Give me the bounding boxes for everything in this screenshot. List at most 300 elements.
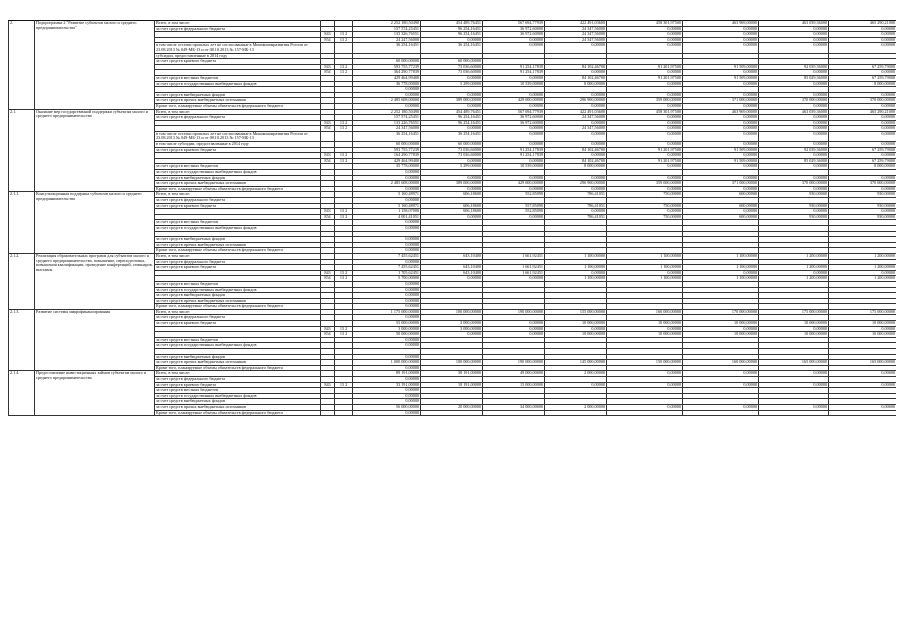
amount-cell: 100 000,00000 (421, 309, 483, 315)
amount-cell: 0,00000 (759, 92, 829, 98)
amount-cell: 643,10400 (421, 253, 483, 259)
amount-cell: 33 191,00000 (353, 382, 421, 388)
amount-cell: 0,00000 (607, 43, 683, 53)
amount-cell: 0,00000 (483, 214, 545, 220)
amount-cell: 0,00000 (607, 70, 683, 76)
funding-source: за счет средств государственных внебюджетных фондов (155, 225, 321, 231)
amount-cell: 0,00000 (683, 103, 759, 109)
funding-source: в том числе остатки прошлых лет не согласованные в Минэкономразвития России от 23.08.2013 № 049-МБ-13 и от 08.10.2013 № 157-МБ-13 (155, 43, 321, 53)
amount-cell: 465 290,21000 (829, 21, 897, 27)
section-number: 2.1.4. (9, 371, 35, 416)
amount-cell: 10 000,00000 (683, 321, 759, 327)
amount-cell: 0,00000 (353, 170, 421, 176)
amount-cell: 0,00000 (683, 164, 759, 170)
amount-cell: 10 000,00000 (545, 321, 607, 327)
amount-cell: 930,00000 (759, 192, 829, 198)
amount-cell: 371 000,00000 (683, 98, 759, 104)
budget-code-c2: 13 2 (335, 32, 353, 38)
funding-source: за счет средств местных бюджетов (155, 337, 321, 343)
amount-cell: 0,00000 (759, 32, 829, 38)
amount-cell: 0,00000 (683, 142, 759, 148)
funding-source: за счет средств федерального бюджета (155, 315, 321, 321)
amount-cell: 0,00000 (683, 153, 759, 159)
amount-cell: 165 000,00000 (759, 360, 829, 366)
amount-cell: 0,00000 (545, 103, 607, 109)
amount-cell: 157 574,25451 (353, 115, 421, 121)
amount-cell: 0,00000 (683, 37, 759, 43)
amount-cell: 930,00000 (759, 214, 829, 220)
amount-cell: 643,10400 (421, 270, 483, 276)
amount-cell: 0,00000 (353, 365, 421, 371)
amount-cell: 0,00000 (759, 43, 829, 53)
amount-cell: 0,00000 (683, 270, 759, 276)
amount-cell: 160 000,00000 (683, 360, 759, 366)
budget-code-c2 (335, 131, 353, 141)
amount-cell (683, 410, 759, 416)
amount-cell: 463 039,36000 (759, 109, 829, 115)
amount-cell: 359 000,00000 (607, 98, 683, 104)
section-title: Предоставление инвестиционных займов субъектам малого и среднего предпринимательства (35, 371, 155, 416)
amount-cell: 96 254,16451 (421, 115, 483, 121)
amount-cell: 91 254,17839 (483, 70, 545, 76)
amount-cell: 0,00000 (683, 26, 759, 32)
budget-code-c2 (335, 410, 353, 416)
amount-cell: 0,00000 (683, 81, 759, 87)
amount-cell: 296 900,00000 (545, 98, 607, 104)
amount-cell: 567 694,77939 (483, 21, 545, 27)
funding-source: за счет средств внебюджетных фондов (155, 175, 321, 181)
amount-cell: 5 299,00000 (421, 81, 483, 87)
budget-code-c2: 13 2 (335, 276, 353, 282)
amount-cell: 67 259,79000 (829, 75, 897, 81)
amount-cell: 0,00000 (759, 371, 829, 377)
amount-cell: 157 574,25451 (353, 26, 421, 32)
amount-cell: 0,00000 (545, 270, 607, 276)
funding-source: за счет средств внебюджетных фондов (155, 399, 321, 405)
amount-cell: 164 290,77839 (353, 153, 421, 159)
amount-cell: 0,00000 (683, 382, 759, 388)
amount-cell: 0,00000 (759, 164, 829, 170)
amount-cell: 190 000,00000 (483, 360, 545, 366)
amount-cell: 0,00000 (353, 248, 421, 254)
funding-source: за счет средств прочих внебюджетных источников (155, 242, 321, 248)
amount-cell: 0,00000 (829, 326, 897, 332)
amount-cell: 1 200,00000 (759, 265, 829, 271)
funding-source: за счет средств прочих внебюджетных источников (155, 181, 321, 187)
amount-cell: 1 100,00000 (607, 276, 683, 282)
amount-cell: 786,41051 (545, 214, 607, 220)
amount-cell: 0,00000 (829, 142, 897, 148)
amount-cell: 0,00000 (353, 198, 421, 204)
amount-cell: 1 100,00000 (545, 265, 607, 271)
amount-cell: 175 000,00000 (759, 309, 829, 315)
amount-cell: 0,00000 (759, 270, 829, 276)
amount-cell: 10 000,00000 (607, 321, 683, 327)
amount-cell: 0,00000 (607, 92, 683, 98)
amount-cell: 73 036,60000 (421, 147, 483, 153)
amount-cell: 50 000,00000 (353, 332, 421, 338)
amount-cell: 389 000,00000 (421, 181, 483, 187)
amount-cell: 0,00000 (759, 37, 829, 43)
amount-cell: 359 000,00000 (607, 181, 683, 187)
amount-cell: 454 489,76451 (421, 109, 483, 115)
budget-code-c1: 854 (321, 158, 335, 164)
amount-cell: 0,00000 (683, 43, 759, 53)
budget-code-c1: 854 (321, 214, 335, 220)
amount-cell: 1 200,00000 (829, 253, 897, 259)
amount-cell: 0,00000 (683, 32, 759, 38)
amount-cell: 38 191,00000 (421, 371, 483, 377)
section-number: 2.1.3. (9, 309, 35, 371)
funding-source: за счет средств местных бюджетов (155, 281, 321, 287)
amount-cell: 0,00000 (483, 186, 545, 192)
amount-cell: 606,18600 (421, 192, 483, 198)
amount-cell: 0,00000 (545, 153, 607, 159)
budget-code-c1: 843 (321, 270, 335, 276)
amount-cell: 0,00000 (353, 287, 421, 293)
amount-cell: 0,00000 (483, 103, 545, 109)
amount-cell: 786,41051 (545, 203, 607, 209)
amount-cell: 73 036,60000 (421, 153, 483, 159)
amount-cell: 1 661,92451 (483, 253, 545, 259)
amount-cell: 0,00000 (607, 371, 683, 377)
amount-cell: 8 000,00000 (829, 164, 897, 170)
amount-cell: 36 254,16451 (421, 131, 483, 141)
amount-cell: 10 000,00000 (607, 332, 683, 338)
amount-cell: 1 200,00000 (759, 253, 829, 259)
amount-cell: 60 000,00000 (421, 59, 483, 65)
amount-cell: 0,00000 (483, 37, 545, 43)
amount-cell: 552,85090 (483, 209, 545, 215)
amount-cell: 60 000,00000 (353, 142, 421, 148)
budget-code-c2: 13 2 (335, 37, 353, 43)
amount-cell: 1 661,92451 (483, 270, 545, 276)
amount-cell: 89 191,00000 (353, 371, 421, 377)
amount-cell: 84 102,46700 (545, 75, 607, 81)
amount-cell: 0,00000 (421, 332, 483, 338)
section-number: 2.1.1. (9, 192, 35, 254)
amount-cell: 593 755,77239 (353, 147, 421, 153)
amount-cell: 36 972,60000 (483, 115, 545, 121)
amount-cell: 465 290,21000 (829, 109, 897, 115)
amount-cell: 0,00000 (483, 332, 545, 338)
amount-cell: 4 001,41051 (353, 214, 421, 220)
amount-cell: 0,00000 (607, 153, 683, 159)
budget-code-c1: 843 (321, 382, 335, 388)
budget-code-c1: 843 (321, 64, 335, 70)
amount-cell (421, 410, 483, 416)
amount-cell: 1 200,00000 (829, 276, 897, 282)
amount-cell: 24 347,56000 (545, 126, 607, 132)
amount-cell: 0,00000 (353, 186, 421, 192)
amount-cell: 0,00000 (829, 43, 897, 53)
amount-cell: 24 347,56000 (353, 126, 421, 132)
amount-cell: 0,00000 (829, 131, 897, 141)
amount-cell: 5 700,00000 (353, 276, 421, 282)
amount-cell: 91 201,97500 (607, 75, 683, 81)
amount-cell: 0,00000 (483, 158, 545, 164)
amount-cell: 0,00000 (483, 92, 545, 98)
amount-cell: 0,00000 (829, 186, 897, 192)
amount-cell: 0,00000 (353, 237, 421, 243)
amount-cell: 0,00000 (421, 158, 483, 164)
funding-source: за счет средств краевого бюджета (155, 203, 321, 209)
amount-cell: 463 969,00000 (683, 109, 759, 115)
amount-cell: 0,00000 (759, 131, 829, 141)
budget-code-c2: 13 2 (335, 214, 353, 220)
amount-cell: 36 254,16451 (421, 43, 483, 53)
budget-code-c1: 854 (321, 70, 335, 76)
amount-cell: 0,00000 (829, 120, 897, 126)
amount-cell: 0,00000 (353, 304, 421, 310)
amount-cell: 145 000,00000 (545, 360, 607, 366)
funding-source: Всего, в том числе: (155, 109, 321, 115)
amount-cell: 0,00000 (759, 81, 829, 87)
budget-code-c2: 13 2 (335, 158, 353, 164)
amount-cell: 60 000,00000 (421, 142, 483, 148)
amount-cell: 20 000,00000 (421, 404, 483, 410)
amount-cell: 1 200,00000 (759, 276, 829, 282)
amount-cell: 10 000,00000 (545, 332, 607, 338)
amount-cell: 389 000,00000 (421, 98, 483, 104)
amount-cell: 0,00000 (607, 103, 683, 109)
amount-cell: 91 254,17839 (483, 153, 545, 159)
amount-cell: 0,00000 (759, 404, 829, 410)
funding-source: за счет средств федерального бюджета (155, 259, 321, 265)
amount-cell: 0,00000 (829, 115, 897, 121)
amount-cell: 5 160,48971 (353, 192, 421, 198)
amount-cell: 0,00000 (607, 142, 683, 148)
amount-cell: 0,00000 (353, 242, 421, 248)
amount-cell: 371 000,00000 (683, 181, 759, 187)
amount-cell: 67 259,79000 (829, 64, 897, 70)
amount-cell: 0,00000 (545, 43, 607, 53)
funding-source: Кроме того, планируемые объемы обязательств федерального бюджета (155, 304, 321, 310)
amount-cell: 1 158,07000 (353, 209, 421, 215)
amount-cell (607, 410, 683, 416)
amount-cell: 0,00000 (607, 120, 683, 126)
amount-cell: 606,18600 (421, 203, 483, 209)
amount-cell: 0,00000 (607, 131, 683, 141)
budget-code-c1: 854 (321, 276, 335, 282)
amount-cell: 0,00000 (683, 70, 759, 76)
amount-cell: 133 326,76551 (353, 32, 421, 38)
funding-source: за счет средств федерального бюджета (155, 198, 321, 204)
amount-cell: 0,00000 (545, 186, 607, 192)
amount-cell: 96 254,16451 (421, 120, 483, 126)
amount-cell: 0,00000 (607, 382, 683, 388)
amount-cell: 557,85090 (483, 203, 545, 209)
funding-source: за счет средств местных бюджетов (155, 388, 321, 394)
amount-cell: 0,00000 (353, 92, 421, 98)
amount-cell: 429 000,00000 (483, 98, 545, 104)
section-title: Подпрограмма 2 "Развитие субъектов малого и среднего предпринимательства" (35, 21, 155, 110)
amount-cell: 49 000,00000 (483, 371, 545, 377)
budget-code-c2: 13 2 (335, 64, 353, 70)
funding-source: за счет средств государственных внебюджетных фондов (155, 343, 321, 349)
budget-code-c1 (321, 410, 335, 416)
amount-cell (829, 410, 897, 416)
funding-source: за счет средств краевого бюджета (155, 382, 321, 388)
amount-cell: 1 200,00000 (829, 265, 897, 271)
amount-cell: 0,00000 (607, 270, 683, 276)
amount-cell: 0,00000 (545, 70, 607, 76)
budget-code-c2 (335, 43, 353, 53)
amount-cell: 0,00000 (829, 371, 897, 377)
amount-cell: 429 000,00000 (483, 181, 545, 187)
budget-table (8, 20, 896, 416)
amount-cell: 643,10400 (421, 265, 483, 271)
section-number: 2. (9, 21, 35, 110)
section-title: Консультационная поддержка субъектов малого и среднего предпринимательства (35, 192, 155, 254)
amount-cell: 458 301,97500 (607, 109, 683, 115)
amount-cell: 0,00000 (829, 103, 897, 109)
budget-code-c1 (321, 131, 335, 141)
section-number: 2.1.2. (9, 253, 35, 309)
amount-cell: 0,00000 (483, 75, 545, 81)
amount-cell: 600,00000 (683, 203, 759, 209)
amount-cell: 91 254,17839 (483, 64, 545, 70)
amount-cell: 0,00000 (353, 343, 421, 349)
funding-source: за счет средств краевого бюджета (155, 265, 321, 271)
budget-code-c1: 843 (321, 120, 335, 126)
amount-cell: 0,00000 (829, 270, 897, 276)
budget-code-c1: 843 (321, 326, 335, 332)
amount-cell: 0,00000 (829, 37, 897, 43)
amount-cell: 0,00000 (607, 186, 683, 192)
budget-code-c2: 13 2 (335, 382, 353, 388)
funding-source: Всего, в том числе: (155, 371, 321, 377)
amount-cell: 2 485 608,00000 (353, 98, 421, 104)
amount-cell: 10 000,00000 (683, 332, 759, 338)
amount-cell: 91 509,00000 (683, 64, 759, 70)
amount-cell: 567 694,77939 (483, 109, 545, 115)
amount-cell: 10 000,00000 (829, 321, 897, 327)
amount-cell: 0,00000 (829, 126, 897, 132)
amount-cell: 0,00000 (683, 186, 759, 192)
budget-code-c1 (321, 43, 335, 53)
amount-cell: 930,00000 (829, 192, 897, 198)
amount-cell: 0,00000 (353, 377, 421, 383)
amount-cell: 91 201,97500 (607, 64, 683, 70)
section-title: Реализация образовательных программ для субъектов малого и среднего предпринимательства, повышение, переподготовка, повышения квалификации, проведение конференций, семинаров, выставок (35, 253, 155, 309)
amount-cell: 422 491,03600 (545, 21, 607, 27)
amount-cell: 0,00000 (759, 103, 829, 109)
amount-cell: 0,00000 (683, 404, 759, 410)
budget-table-sheet (8, 20, 896, 630)
funding-source: за счет средств местных бюджетов (155, 75, 321, 81)
funding-source: Кроме того, планируемые объемы обязательств федерального бюджета (155, 103, 321, 109)
amount-cell: 84 102,46700 (545, 158, 607, 164)
amount-cell: 0,00000 (483, 142, 545, 148)
amount-cell: 0,00000 (353, 298, 421, 304)
amount-cell: 429 464,99400 (353, 158, 421, 164)
funding-source: за счет средств федерального бюджета (155, 26, 321, 32)
amount-cell: 24 347,56000 (545, 37, 607, 43)
amount-cell: 92 039,36000 (759, 64, 829, 70)
amount-cell: 85 029,36000 (759, 75, 829, 81)
amount-cell: 0,00000 (607, 164, 683, 170)
amount-cell: 0,00000 (759, 115, 829, 121)
amount-cell: 10 539,00000 (483, 81, 545, 87)
amount-cell: 429 464,99400 (353, 75, 421, 81)
amount-cell: 73 036,60000 (421, 64, 483, 70)
funding-source: за счет средств прочих внебюджетных источников (155, 298, 321, 304)
amount-cell: 0,00000 (483, 175, 545, 181)
amount-cell: 0,00000 (421, 175, 483, 181)
funding-source: Кроме того, планируемые объемы обязательств федерального бюджета (155, 410, 321, 416)
amount-cell: 0,00000 (545, 131, 607, 141)
amount-cell: 165 000,00000 (829, 360, 897, 366)
amount-cell: 0,00000 (545, 92, 607, 98)
amount-cell: 930,00000 (829, 214, 897, 220)
amount-cell: 0,00000 (421, 37, 483, 43)
amount-cell: 786,41051 (545, 192, 607, 198)
amount-cell: 8 000,00000 (545, 164, 607, 170)
amount-cell: 3 000,00000 (421, 326, 483, 332)
funding-source: за счет средств краевого бюджета (155, 147, 321, 153)
amount-cell: 10 000,00000 (759, 321, 829, 327)
amount-cell: 5 299,00000 (421, 164, 483, 170)
amount-cell: 0,00000 (353, 393, 421, 399)
amount-cell: 0,00000 (683, 175, 759, 181)
amount-cell: 2 000,00000 (545, 371, 607, 377)
amount-cell: 67 259,79000 (829, 158, 897, 164)
amount-cell: 0,00000 (353, 315, 421, 321)
amount-cell: 155 000,00000 (545, 309, 607, 315)
amount-cell: 0,00000 (483, 276, 545, 282)
amount-cell: 8 000,00000 (829, 81, 897, 87)
budget-code-c2: 13 2 (335, 126, 353, 132)
amount-cell: 1 661,92451 (483, 265, 545, 271)
funding-source: Всего, в том числе: (155, 21, 321, 27)
amount-cell: 0,00000 (421, 75, 483, 81)
amount-cell: 0,00000 (683, 326, 759, 332)
amount-cell: 600,00000 (683, 214, 759, 220)
amount-cell: 36 972,60000 (483, 26, 545, 32)
budget-code-c1: 854 (321, 37, 335, 43)
amount-cell: 454 489,76451 (421, 21, 483, 27)
amount-cell: 370 000,00000 (759, 98, 829, 104)
amount-cell: 0,00000 (353, 103, 421, 109)
budget-code-c1: 843 (321, 153, 335, 159)
amount-cell: 0,00000 (759, 126, 829, 132)
amount-cell: 0,00000 (483, 131, 545, 141)
amount-cell: 750,00000 (607, 192, 683, 198)
amount-cell: 364 290,77839 (353, 70, 421, 76)
amount-cell (759, 410, 829, 416)
amount-cell: 0,00000 (353, 175, 421, 181)
amount-cell: 67 259,79000 (829, 147, 897, 153)
amount-cell: 0,00000 (829, 32, 897, 38)
amount-cell: 422 491,03600 (545, 109, 607, 115)
amount-cell: 0,00000 (353, 388, 421, 394)
amount-cell (483, 410, 545, 416)
amount-cell: 2 252 180,50490 (353, 109, 421, 115)
amount-cell: 7 455,62451 (353, 265, 421, 271)
amount-cell: 0,00000 (829, 70, 897, 76)
amount-cell: 91 201,97500 (607, 158, 683, 164)
amount-cell: 0,00000 (421, 126, 483, 132)
budget-code-c1: 843 (321, 209, 335, 215)
amount-cell: 91 254,17839 (483, 147, 545, 153)
amount-cell: 0,00000 (829, 209, 897, 215)
amount-cell: 0,00000 (421, 186, 483, 192)
amount-cell: 73 036,60000 (421, 70, 483, 76)
amount-cell: 0,00000 (607, 81, 683, 87)
amount-cell: 7 455,62451 (353, 253, 421, 259)
amount-cell: 91 201,97500 (607, 147, 683, 153)
